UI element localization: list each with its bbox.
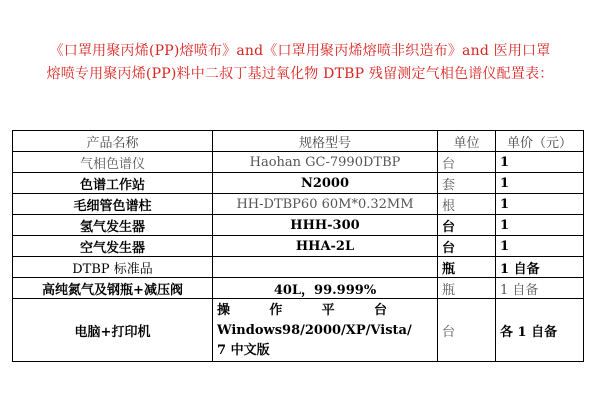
- cell-spec: [213, 257, 438, 278]
- cell-name: 气相色谱仪: [13, 152, 213, 173]
- spec-line-2: Windows98/2000/XP/Vista/: [217, 323, 412, 338]
- header-price: 单价（元）: [496, 131, 584, 152]
- header-spec: 规格型号: [213, 131, 438, 152]
- cell-price: 各 1 自备: [496, 299, 584, 362]
- spec-char: 操: [217, 303, 231, 318]
- cell-price: 1: [496, 152, 584, 173]
- spec-char: 台: [373, 303, 387, 318]
- cell-spec: [213, 299, 438, 362]
- cell-unit: 套: [438, 173, 496, 194]
- spec-char: 平: [321, 303, 335, 318]
- table-row: [13, 173, 584, 194]
- table-row: [13, 194, 584, 215]
- table-header-row: [13, 131, 584, 152]
- cell-unit: 瓶: [438, 257, 496, 278]
- table-row: [13, 278, 584, 299]
- cell-name: 空气发生器: [13, 236, 213, 257]
- table-row: [13, 257, 584, 278]
- cell-price: 1 自备: [496, 257, 584, 278]
- page-title: [6, 40, 594, 86]
- cell-name: 高纯氮气及钢瓶+减压阀: [13, 278, 213, 299]
- cell-price: 1 自备: [496, 278, 584, 299]
- cell-unit: 台: [438, 215, 496, 236]
- spec-line-1: [217, 301, 387, 321]
- cell-unit: 台: [438, 299, 496, 362]
- cell-name: DTBP 标准品: [13, 257, 213, 278]
- cell-name: 色谱工作站: [13, 173, 213, 194]
- cell-price: 1: [496, 173, 584, 194]
- cell-unit: 台: [438, 152, 496, 173]
- cell-name: 氢气发生器: [13, 215, 213, 236]
- cell-name: 电脑+打印机: [13, 299, 213, 362]
- header-product-name: 产品名称: [13, 131, 213, 152]
- cell-price: 1: [496, 236, 584, 257]
- cell-spec: 40L，99.999%: [213, 278, 438, 299]
- cell-price: 1: [496, 194, 584, 215]
- config-table: [12, 130, 584, 362]
- table-row: [13, 152, 584, 173]
- cell-spec: Haohan GC-7990DTBP: [213, 152, 438, 173]
- cell-spec: HH-DTBP60 60M*0.32MM: [213, 194, 438, 215]
- cell-name: 毛细管色谱柱: [13, 194, 213, 215]
- cell-unit: 台: [438, 236, 496, 257]
- cell-spec: HHA-2L: [213, 236, 438, 257]
- cell-unit: 瓶: [438, 278, 496, 299]
- cell-unit: 根: [438, 194, 496, 215]
- title-line-1: 《口罩用聚丙烯(PP)熔喷布》and《口罩用聚丙烯熔喷非织造布》and 医用口罩: [49, 43, 551, 59]
- spec-line-3: 7 中文版: [217, 343, 270, 358]
- table-row: [13, 236, 584, 257]
- table-row: [13, 299, 584, 362]
- table-row: [13, 215, 584, 236]
- header-unit: 单位: [438, 131, 496, 152]
- cell-spec: N2000: [213, 173, 438, 194]
- title-line-2: 熔喷专用聚丙烯(PP)料中二叔丁基过氧化物 DTBP 残留测定气相色谱仪配置表：: [46, 66, 554, 82]
- cell-spec: HHH-300: [213, 215, 438, 236]
- spec-char: 作: [269, 303, 283, 318]
- cell-price: 1: [496, 215, 584, 236]
